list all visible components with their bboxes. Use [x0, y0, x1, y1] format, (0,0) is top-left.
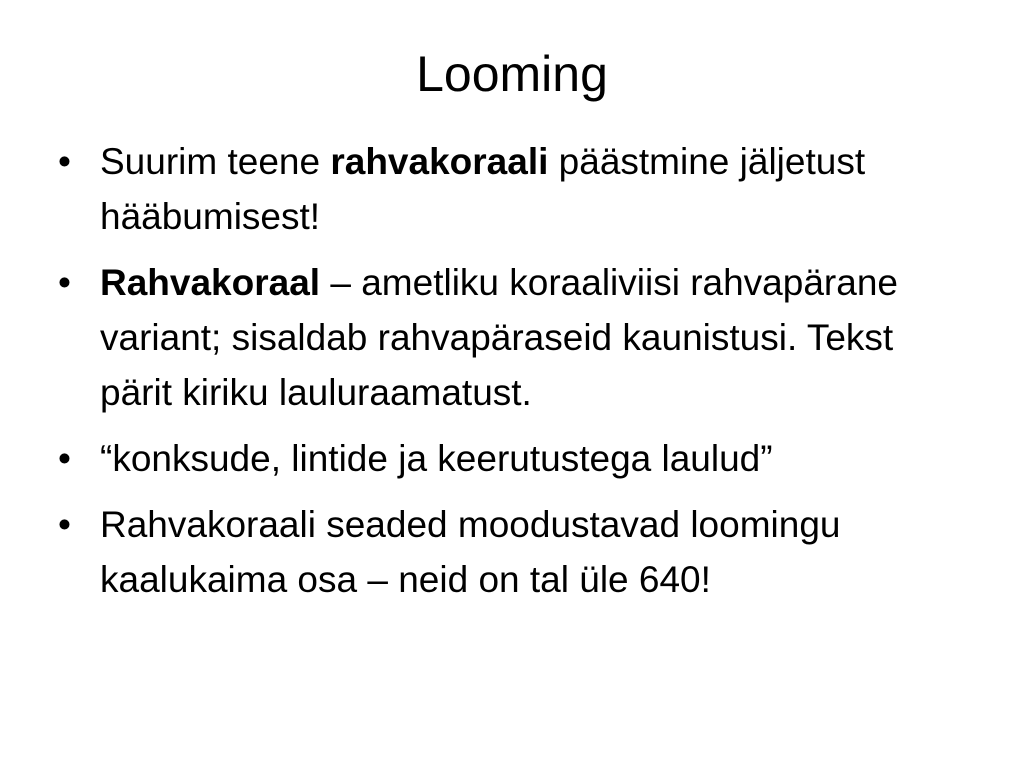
bullet-item-3 [58, 431, 968, 486]
bullet-item-4 [58, 497, 968, 607]
bullet-text-3: “konksude, lintide ja keerutustega laulud” [100, 438, 773, 479]
bullet-text-1-part2: päästmine jäljetust hääbumisest! [100, 141, 866, 237]
bullet-text-2-bold: Rahvakoraal [100, 262, 321, 303]
bullet-icon: • [58, 141, 71, 182]
bullet-text-1-bold: rahvakoraali [330, 141, 549, 182]
bullet-text-4: Rahvakoraali seaded moodustavad loomingu kaalukaima osa – neid on tal üle 640! [100, 504, 841, 600]
bullet-icon: • [58, 262, 71, 303]
bullet-text-1-part1: Suurim teene [100, 141, 331, 182]
bullet-item-2 [58, 255, 968, 420]
bullet-text-2-part2: – ametliku koraaliviisi rahvapärane variant; sisaldab rahvapäraseid kaunistusi. Tekst pärit kiriku lauluraamatust. [100, 262, 898, 413]
bullet-icon: • [58, 438, 71, 479]
bullet-icon: • [58, 504, 71, 545]
bullet-list [58, 134, 968, 618]
bullet-item-1 [58, 134, 968, 244]
slide-title: Looming [416, 46, 608, 102]
